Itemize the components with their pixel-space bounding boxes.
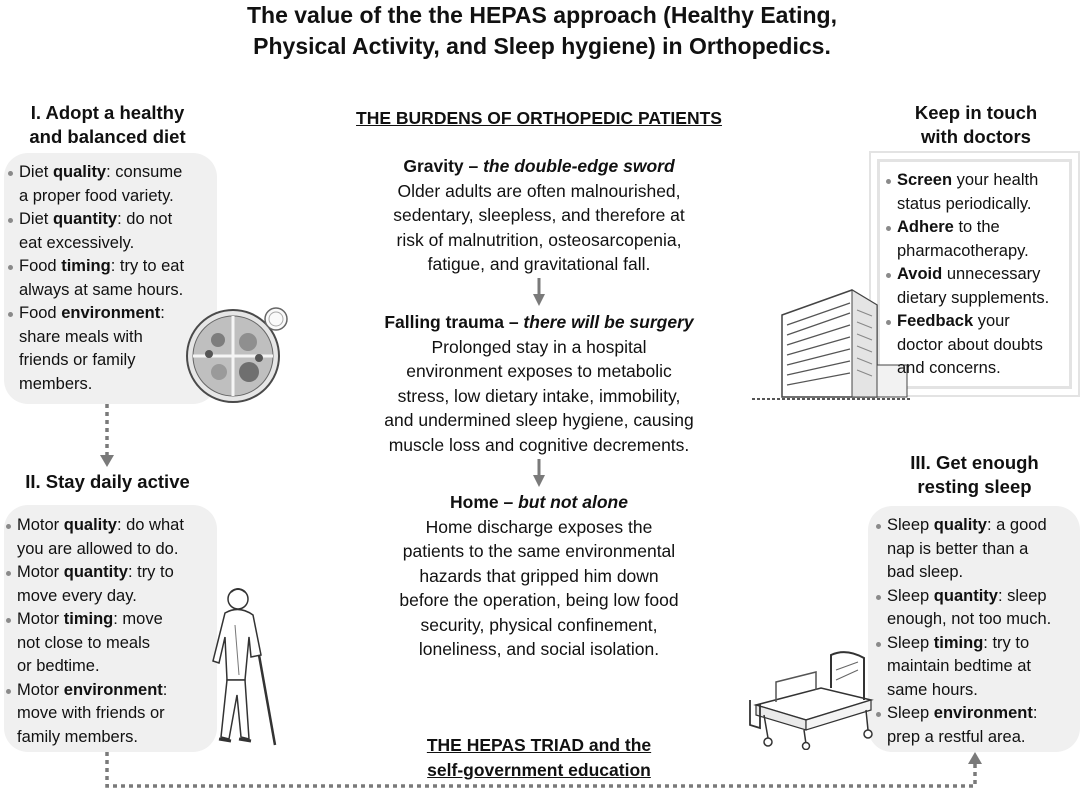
sleep-item-line: prep a restful area. [887, 727, 1026, 746]
sleep-item-line: Sleep quality: a good [887, 516, 1047, 534]
diet-item-quantity [8, 208, 218, 255]
gravity-line: Older adults are often malnourished, [397, 180, 681, 201]
sleep-item-quantity [876, 585, 1080, 632]
home-line: patients to the same environmental [402, 541, 676, 561]
diet-heading [0, 101, 215, 149]
sleep-item-environment [876, 702, 1080, 749]
doctors-item-line: dietary supplements. [897, 288, 1050, 307]
diet-item-line: a proper food variety. [19, 186, 174, 205]
home-line: loneliness, and social isolation. [418, 639, 660, 659]
food-plate-illustration [185, 300, 290, 410]
burdens-heading: THE BURDENS OF ORTHOPEDIC PATIENTS [356, 108, 722, 128]
diet-item-line: always at same hours. [19, 280, 184, 299]
diet-heading-line-2: and balanced diet [29, 126, 186, 147]
trauma-line: and undermined sleep hygiene, causing [384, 410, 694, 430]
gravity-line: sedentary, sleepless, and therefore at [393, 205, 685, 225]
home-line: Home discharge exposes the [425, 516, 653, 537]
diet-item-line: friends or family [19, 351, 136, 369]
doctors-heading [869, 101, 1083, 149]
home-line: before the operation, being low food [399, 590, 679, 610]
doctors-item-line: Adhere to the [897, 218, 1000, 236]
hospital-bed-illustration [746, 630, 886, 750]
diet-item-line: Food timing: try to eat [19, 257, 185, 275]
trauma-section [330, 310, 748, 457]
home-heading: Home – but not alone [450, 492, 628, 512]
doctors-heading-line-2: with doctors [921, 126, 1031, 147]
doctors-list [886, 169, 1076, 381]
trauma-line: stress, low dietary intake, immobility, [397, 385, 681, 406]
doctors-item-line: pharmacotherapy. [897, 241, 1029, 260]
title-line-1: The value of the the HEPAS approach (Healthy Eating, [246, 2, 837, 28]
sleep-heading [865, 451, 1084, 499]
sleep-list [876, 514, 1080, 749]
doctors-item-adhere [886, 216, 1076, 263]
sleep-item-line: bad sleep. [887, 563, 964, 581]
activity-item-line: not close to meals [17, 633, 150, 652]
activity-heading-line: II. Stay daily active [25, 471, 190, 492]
sleep-item-line: Sleep environment: [887, 704, 1038, 722]
activity-item-line: move every day. [17, 586, 137, 605]
sleep-item-timing [876, 632, 1080, 703]
triad-line-1: THE HEPAS TRIAD and the [426, 735, 652, 755]
doctors-item-avoid [886, 263, 1076, 310]
activity-item-quantity [6, 561, 218, 608]
activity-item-line: Motor environment: [17, 680, 168, 699]
title-line-2: Physical Activity, and Sleep hygiene) in Orthopedics. [253, 33, 831, 59]
doctors-item-line: Feedback your [897, 312, 1010, 330]
trauma-line: muscle loss and cognitive decrements. [388, 434, 690, 455]
doctors-item-line: doctor about doubts [897, 335, 1043, 354]
diet-item-line: eat excessively. [19, 233, 135, 252]
sleep-item-line: same hours. [887, 680, 978, 699]
diet-item-quality [8, 161, 218, 208]
activity-item-line: Motor quality: do what [17, 516, 184, 534]
gravity-heading: Gravity – the double-edge sword [403, 156, 675, 176]
doctors-heading-line-1: Keep in touch [914, 102, 1038, 123]
diet-item-timing [8, 255, 218, 302]
home-line: hazards that gripped him down [419, 565, 659, 586]
gravity-line: fatigue, and gravitational fall. [427, 254, 651, 274]
sleep-item-line: enough, not too much. [887, 610, 1052, 628]
activity-item-line: move with friends or [17, 704, 165, 722]
gravity-line: risk of malnutrition, osteosarcopenia, [396, 229, 682, 250]
sleep-item-line: Sleep quantity: sleep [887, 586, 1047, 605]
activity-to-sleep-arrowhead [968, 752, 982, 764]
activity-item-line: Motor timing: move [17, 610, 163, 628]
home-line: security, physical confinement, [420, 614, 658, 635]
sleep-item-line: maintain bedtime at [887, 657, 1031, 675]
trauma-heading: Falling trauma – there will be surgery [384, 312, 694, 332]
elderly-walker-illustration [205, 585, 285, 750]
diet-to-activity-arrowhead [100, 455, 114, 467]
doctors-item-line: Avoid unnecessary [897, 265, 1041, 283]
doctors-item-line: status periodically. [897, 194, 1032, 213]
doctors-item-line: and concerns. [897, 359, 1001, 377]
doctors-item-feedback [886, 310, 1076, 381]
home-section [330, 490, 748, 662]
trauma-line: Prolonged stay in a hospital [431, 336, 647, 357]
activity-item-line: Motor quantity: try to [17, 563, 174, 581]
sleep-heading-line-2: resting sleep [917, 476, 1032, 497]
trauma-to-home-arrowhead [533, 475, 545, 487]
diet-heading-line-1: I. Adopt a healthy [30, 102, 185, 123]
diet-item-line: members. [19, 374, 93, 393]
activity-heading [0, 470, 215, 494]
diet-item-line: Food environment: [19, 304, 165, 322]
gravity-section [330, 154, 748, 277]
activity-item-environment [6, 679, 218, 750]
activity-item-line: family members. [17, 727, 139, 746]
activity-item-timing [6, 608, 218, 679]
hepas-triad-label [360, 733, 718, 783]
sleep-item-line: nap is better than a [887, 539, 1029, 558]
sleep-heading-line-1: III. Get enough [910, 452, 1039, 473]
activity-item-quality [6, 514, 218, 561]
diet-item-line: Diet quantity: do not [19, 210, 173, 228]
diet-item-line: Diet quality: consume [19, 163, 183, 181]
trauma-line: environment exposes to metabolic [406, 361, 672, 381]
doctors-item-line: Screen your health [897, 171, 1039, 189]
triad-line-2: self-government education [427, 760, 651, 780]
doctors-item-screen [886, 169, 1076, 216]
sleep-item-quality [876, 514, 1080, 585]
activity-item-line: or bedtime. [17, 657, 100, 675]
activity-item-line: you are allowed to do. [17, 539, 179, 558]
sleep-item-line: Sleep timing: try to [887, 633, 1030, 652]
gravity-to-trauma-arrowhead [533, 294, 545, 306]
diet-item-line: share meals with [19, 327, 143, 346]
activity-list [6, 514, 218, 749]
